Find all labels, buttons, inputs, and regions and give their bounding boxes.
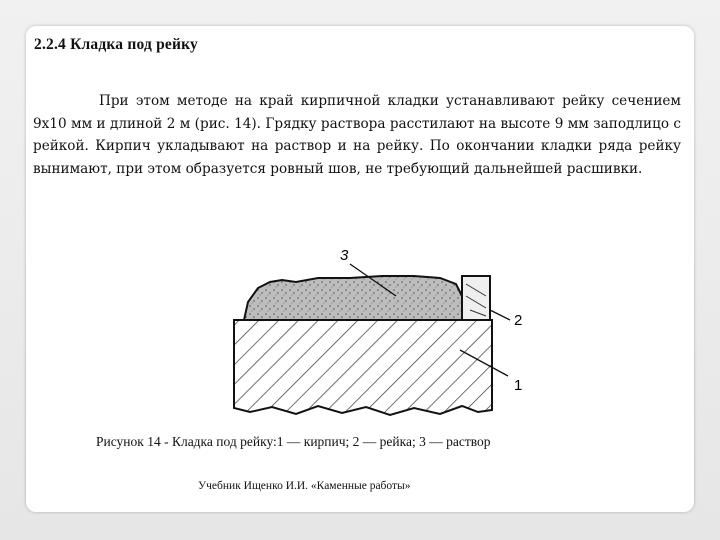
section-title: 2.2.4 Кладка под рейку — [34, 36, 198, 53]
leader-line-2 — [490, 310, 510, 320]
label-2: 2 — [514, 312, 523, 329]
rail — [462, 276, 490, 320]
body-paragraph: При этом методе на край кирпичной кладки устанавливают рейку сечением 9х10 мм и длиной 2 м (рис. 14). Грядку раствора расстилают на высоте 9 мм заподлицо с рейкой. Кирпич укладывают на раствор и на рейку. По окончании кладки ряда рейку вынимают, при этом образуется ровный шов, не требующий дальнейшей расшивки. — [33, 93, 681, 177]
masonry-figure — [200, 240, 560, 420]
source-citation: Учебник Ищенко И.И. «Каменные работы» — [198, 480, 411, 492]
label-3: 3 — [340, 247, 349, 264]
brick-layer — [234, 320, 492, 415]
mortar-layer — [244, 276, 462, 320]
label-1: 1 — [514, 377, 523, 394]
figure-caption: Рисунок 14 - Кладка под рейку:1 — кирпич; 2 — рейка; 3 — раствор — [96, 434, 491, 449]
